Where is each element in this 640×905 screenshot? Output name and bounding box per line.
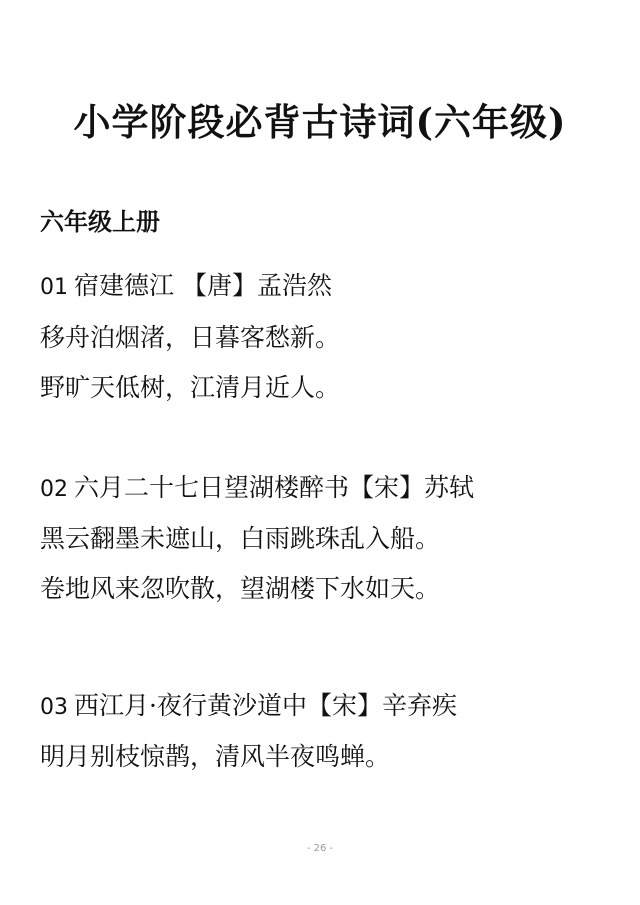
poem-verse: 移舟泊烟渚，日暮客愁新。 bbox=[40, 323, 341, 352]
page-number: - 26 - bbox=[306, 843, 334, 854]
poem-title: 宿建德江 bbox=[74, 271, 175, 300]
poem-verse: 明月别枝惊鹊，清风半夜鸣蝉。 bbox=[40, 742, 391, 771]
poem-heading bbox=[40, 472, 474, 506]
poem-dynasty: 【唐】 bbox=[182, 271, 258, 300]
poem-number: 01 bbox=[40, 275, 68, 300]
poem-heading bbox=[40, 690, 457, 724]
poem-verse: 黑云翻墨未遮山，白雨跳珠乱入船。 bbox=[40, 524, 441, 553]
poem-number: 02 bbox=[40, 477, 68, 502]
poem-dynasty: 【宋】 bbox=[306, 691, 382, 720]
poem-number: 03 bbox=[40, 695, 68, 720]
poem-heading bbox=[40, 270, 332, 304]
poem-author: 孟浩然 bbox=[257, 271, 333, 300]
poem-verse: 卷地风来忽吹散，望湖楼下水如天。 bbox=[40, 574, 441, 603]
poem-title: 六月二十七日望湖楼醉书 bbox=[74, 473, 350, 502]
poem-dynasty: 【宋】 bbox=[349, 473, 425, 502]
poem-title: 西江月·夜行黄沙道中 bbox=[74, 691, 307, 720]
page-title: 小学阶段必背古诗词(六年级) bbox=[73, 100, 567, 144]
poem-author: 辛弃疾 bbox=[381, 691, 457, 720]
section-heading: 六年级上册 bbox=[40, 207, 160, 236]
poem-author: 苏轼 bbox=[424, 473, 475, 502]
poem-verse: 野旷天低树，江清月近人。 bbox=[40, 373, 341, 402]
